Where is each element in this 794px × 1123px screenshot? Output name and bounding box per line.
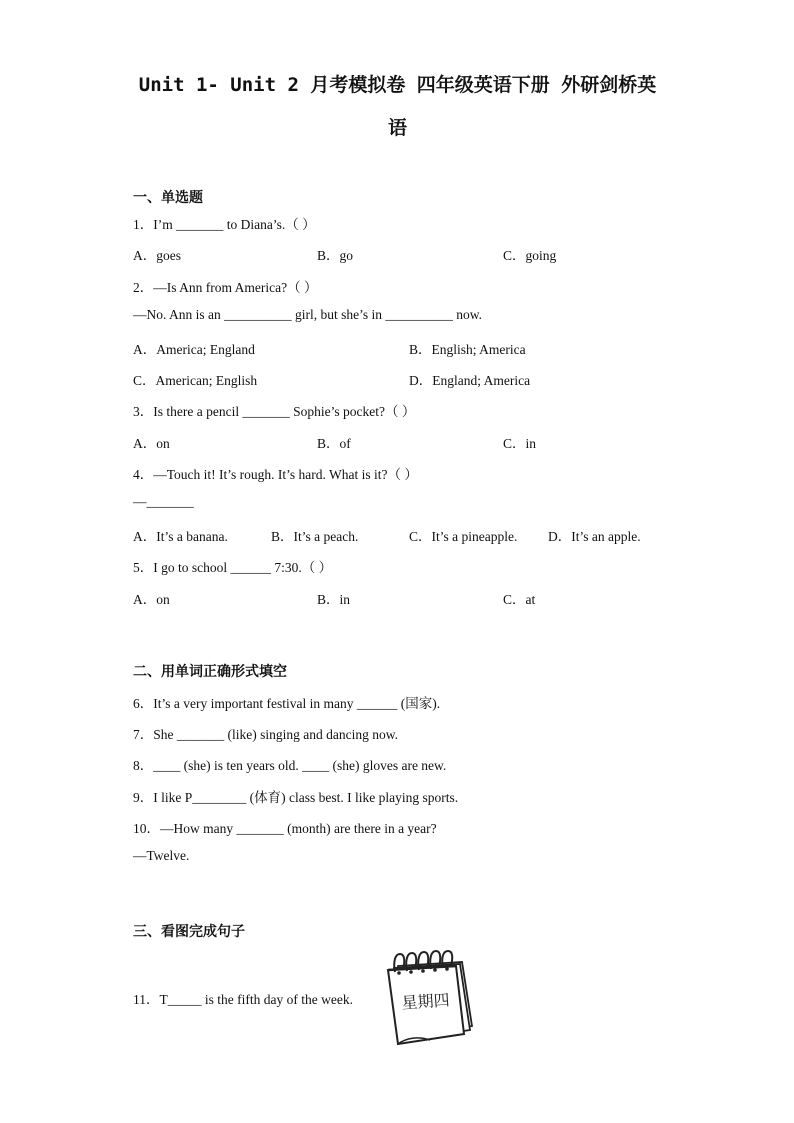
question-5: 5．I go to school ______ 7:30.（ ）	[133, 560, 333, 575]
calendar-label: 星期四	[401, 990, 451, 1013]
question-7: 7．She _______ (like) singing and dancing now.	[133, 727, 398, 742]
question-1: 1．I’m _______ to Diana’s.（ ）	[133, 217, 316, 232]
q4-option-b: B．It’s a peach.	[271, 529, 359, 544]
q4-option-d: D．It’s an apple.	[548, 529, 641, 544]
q2-option-a: A．America; England	[133, 342, 255, 357]
section-heading-single-choice: 一、单选题	[133, 190, 203, 206]
q4-option-a: A．It’s a banana.	[133, 529, 228, 544]
q1-option-c: C．going	[503, 248, 557, 263]
section-heading-word-forms: 二、用单词正确形式填空	[133, 664, 287, 680]
q4-option-c: C．It’s a pineapple.	[409, 529, 518, 544]
question-2: 2．—Is Ann from America?（ ）	[133, 280, 318, 295]
q5-option-a: A．on	[133, 592, 170, 607]
question-10-answer: —Twelve.	[133, 848, 190, 863]
q3-option-a: A．on	[133, 436, 170, 451]
question-2-dialogue: —No. Ann is an __________ girl, but she’s in __________ now.	[133, 307, 482, 322]
question-6: 6．It’s a very important festival in many ______ (国家).	[133, 696, 441, 711]
q2-option-d: D．England; America	[409, 373, 531, 388]
q1-option-b: B．go	[317, 248, 354, 263]
question-11: 11．T_____ is the fifth day of the week.	[133, 992, 353, 1007]
q1-option-a: A．goes	[133, 248, 181, 263]
page-title-continued: 语	[387, 117, 407, 139]
question-3: 3．Is there a pencil _______ Sophie’s pocket?（ ）	[133, 404, 416, 419]
question-10: 10．—How many _______ (month) are there in a year?	[133, 821, 437, 836]
page-title: Unit 1- Unit 2 月考模拟卷 四年级英语下册 外研剑桥英	[138, 74, 657, 96]
q5-option-c: C．at	[503, 592, 536, 607]
question-4-answer-blank: —_______	[133, 494, 194, 509]
q2-option-b: B．English; America	[409, 342, 526, 357]
section-heading-picture-sentences: 三、看图完成句子	[133, 924, 245, 940]
q3-option-b: B．of	[317, 436, 351, 451]
question-8: 8．____ (she) is ten years old. ____ (she) gloves are new.	[133, 758, 447, 773]
calendar-thursday-image	[378, 950, 478, 1046]
q2-option-c: C．American; English	[133, 373, 258, 388]
question-4: 4．—Touch it! It’s rough. It’s hard. What is it?（ ）	[133, 467, 418, 482]
q5-option-b: B．in	[317, 592, 351, 607]
q3-option-c: C．in	[503, 436, 537, 451]
question-9: 9．I like P________ (体育) class best. I like playing sports.	[133, 790, 459, 805]
